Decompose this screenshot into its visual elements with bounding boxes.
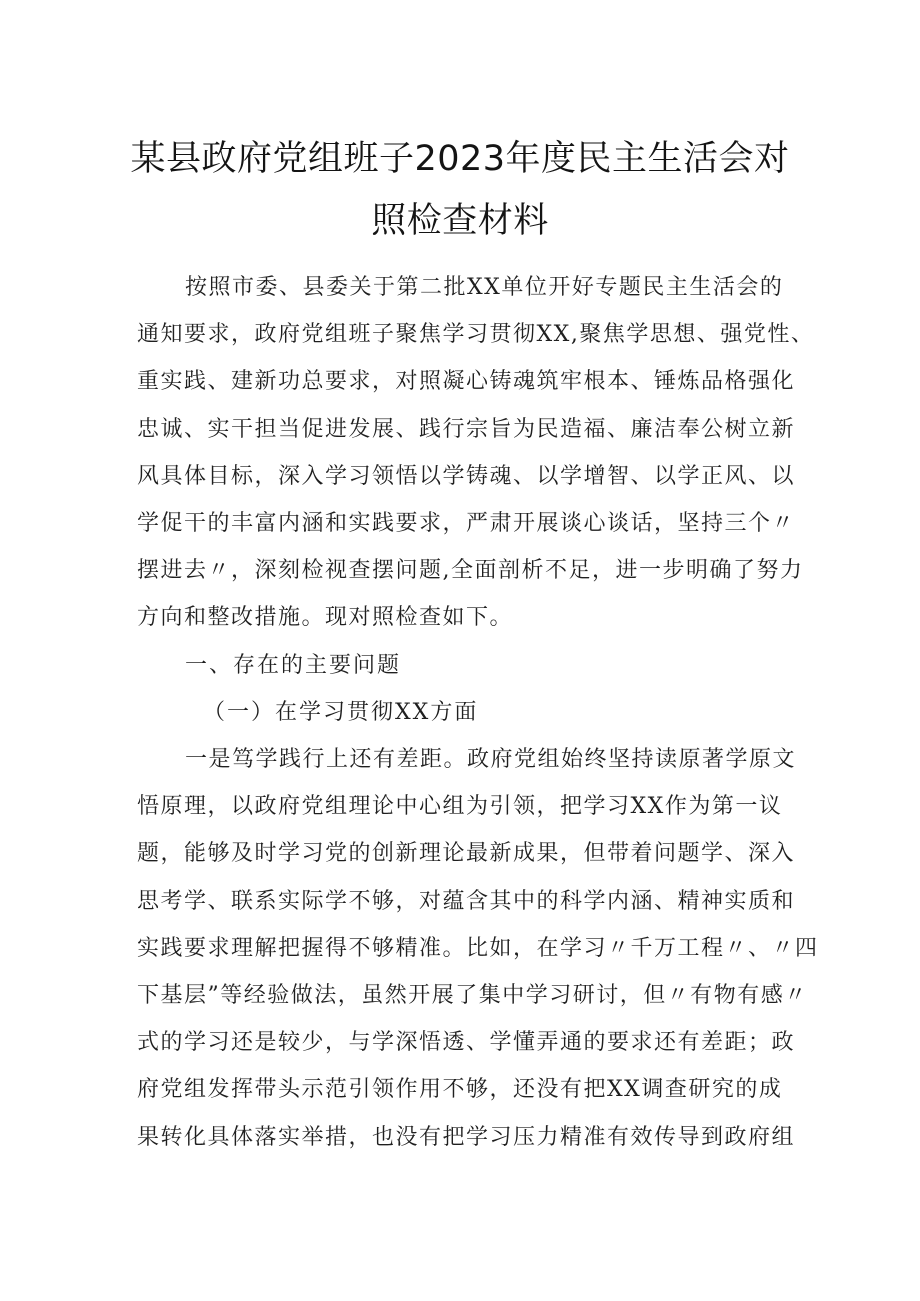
intro-line: 按照市委、县委关于第二批XX单位开好专题民主生活会的	[185, 275, 784, 300]
title-line-1: 某县政府党组班子2023年度民主生活会对	[130, 139, 790, 179]
document-title	[127, 128, 793, 252]
section-heading: 一、存在的主要问题	[185, 652, 402, 678]
paragraph-line: 实践要求理解把握得不够精准。比如，在学习〃千万工程〃、〃四	[137, 935, 819, 961]
paragraph-line: 思考学、联系实际学不够，对蕴含其中的科学内涵、精神实质和	[137, 888, 796, 914]
intro-line: 方向和整改措施。现对照检查如下。	[137, 605, 514, 631]
paragraph-line: 府党组发挥带头示范引领作用不够，还没有把XX调查研究的成	[137, 1077, 783, 1103]
intro-paragraph	[137, 264, 815, 642]
intro-line: 摆进去〃，深刻检视查摆问题,全面剖析不足，进一步明确了努力	[137, 558, 804, 584]
subsection-heading: （一）在学习贯彻XX方面	[203, 699, 479, 725]
paragraph-line: 题，能够及时学习党的创新理论最新成果，但带着问题学、深入	[137, 841, 796, 867]
paragraph-line: 一是笃学践行上还有差距。政府党组始终坚持读原著学原文	[185, 747, 797, 773]
paragraph-line: 下基层”等经验做法，虽然开展了集中学习研讨，但〃有物有感〃	[137, 983, 808, 1009]
intro-line: 通知要求，政府党组班子聚焦学习贯彻XX,聚焦学思想、强党性、	[137, 322, 815, 348]
document-body	[137, 264, 819, 1161]
intro-line: 学促干的丰富内涵和实践要求，严肃开展谈心谈话，坚持三个〃	[137, 511, 796, 537]
problem-paragraph-1	[137, 736, 819, 1161]
paragraph-line: 悟原理，以政府党组理论中心组为引领，把学习XX作为第一议	[137, 794, 783, 820]
title-line-2: 照检查材料	[371, 201, 549, 241]
intro-line: 风具体目标，深入学习领悟以学铸魂、以学增智、以学正风、以	[137, 463, 796, 489]
paragraph-line: 式的学习还是较少，与学深悟透、学懂弄通的要求还有差距；政	[137, 1030, 796, 1056]
paragraph-line: 果转化具体落实举措，也没有把学习压力精准有效传导到政府组	[137, 1124, 796, 1150]
intro-line: 忠诚、实干担当促进发展、践行宗旨为民造福、廉洁奉公树立新	[137, 416, 796, 442]
intro-line: 重实践、建新功总要求，对照凝心铸魂筑牢根本、锤炼品格强化	[137, 369, 796, 395]
